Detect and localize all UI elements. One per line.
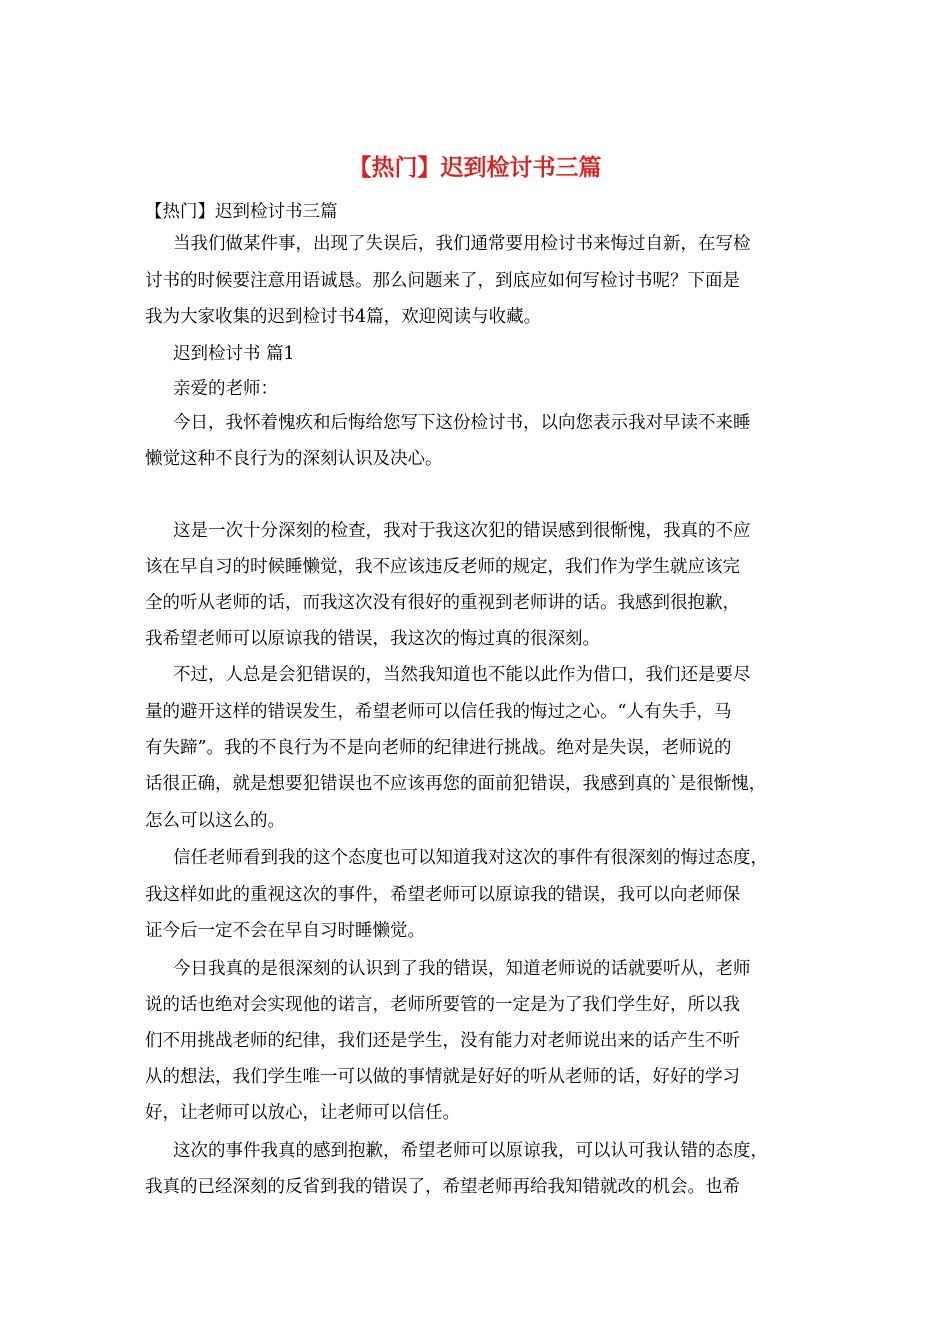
text-line: 这次的事件我真的感到抱歉，希望老师可以原谅我，可以认可我认错的态度，	[173, 1141, 768, 1161]
text-line: 有失蹄”。我的不良行为不是向老师的纪律进行挑战。绝对是失误，老师说的	[145, 738, 732, 758]
text-line: 全的听从老师的话，而我这次没有很好的重视到老师讲的话。我感到很抱歉，	[145, 593, 740, 613]
text-line: 我为大家收集的迟到检讨书4篇，欢迎阅读与收藏。	[145, 307, 542, 327]
salutation: 亲爱的老师：	[173, 379, 278, 399]
text-line: 怎么可以这么的。	[145, 811, 285, 831]
text-line: 我真的已经深刻的反省到我的错误了，希望老师再给我知错就改的机会。也希	[145, 1177, 740, 1197]
text-line: 不过，人总是会犯错误的，当然我知道也不能以此作为借口，我们还是要尽	[173, 665, 751, 685]
text-line: 从的想法，我们学生唯一可以做的事情就是好好的听从老师的话，好好的学习	[145, 1067, 740, 1087]
text-line: 讨书的时候要注意用语诚恳。那么问题来了，到底应如何写检讨书呢？下面是	[145, 271, 740, 291]
text-line: 懒觉这种不良行为的深刻认识及决心。	[145, 449, 443, 469]
text-line: 今日，我怀着愧疚和后悔给您写下这份检讨书，以向您表示我对早读不来睡	[173, 413, 751, 433]
section-heading: 迟到检讨书 篇1	[173, 344, 295, 364]
subtitle-line: 【热门】迟到检讨书三篇	[145, 202, 338, 222]
text-line: 当我们做某件事，出现了失误后，我们通常要用检讨书来悔过自新，在写检	[173, 234, 751, 254]
text-line: 这是一次十分深刻的检查，我对于我这次犯的错误感到很惭愧，我真的不应	[173, 521, 751, 541]
text-line: 说的话也绝对会实现他的诺言，老师所要管的一定是为了我们学生好，所以我	[145, 995, 740, 1015]
text-line: 证今后一定不会在早自习时睡懒觉。	[145, 921, 425, 941]
text-line: 该在早自习的时候睡懒觉，我不应该违反老师的规定，我们作为学生就应该完	[145, 557, 740, 577]
text-line: 好，让老师可以放心，让老师可以信任。	[145, 1103, 460, 1123]
text-line: 我这样如此的重视这次的事件，希望老师可以原谅我的错误，我可以向老师保	[145, 885, 740, 905]
document-title: 【热门】迟到检讨书三篇	[348, 154, 602, 181]
text-line: 我希望老师可以原谅我的错误，我这次的悔过真的很深刻。	[145, 629, 600, 649]
text-line: 量的避开这样的错误发生，希望老师可以信任我的悔过之心。“人有失手，马	[145, 702, 732, 722]
text-line: 信任老师看到我的这个态度也可以知道我对这次的事件有很深刻的悔过态度，	[173, 848, 768, 868]
text-line: 话很正确，就是想要犯错误也不应该再您的面前犯错误，我感到真的`是很惭愧，	[145, 774, 767, 794]
text-line: 们不用挑战老师的纪律，我们还是学生，没有能力对老师说出来的话产生不听	[145, 1031, 740, 1051]
text-line: 今日我真的是很深刻的认识到了我的错误，知道老师说的话就要听从，老师	[173, 959, 751, 979]
